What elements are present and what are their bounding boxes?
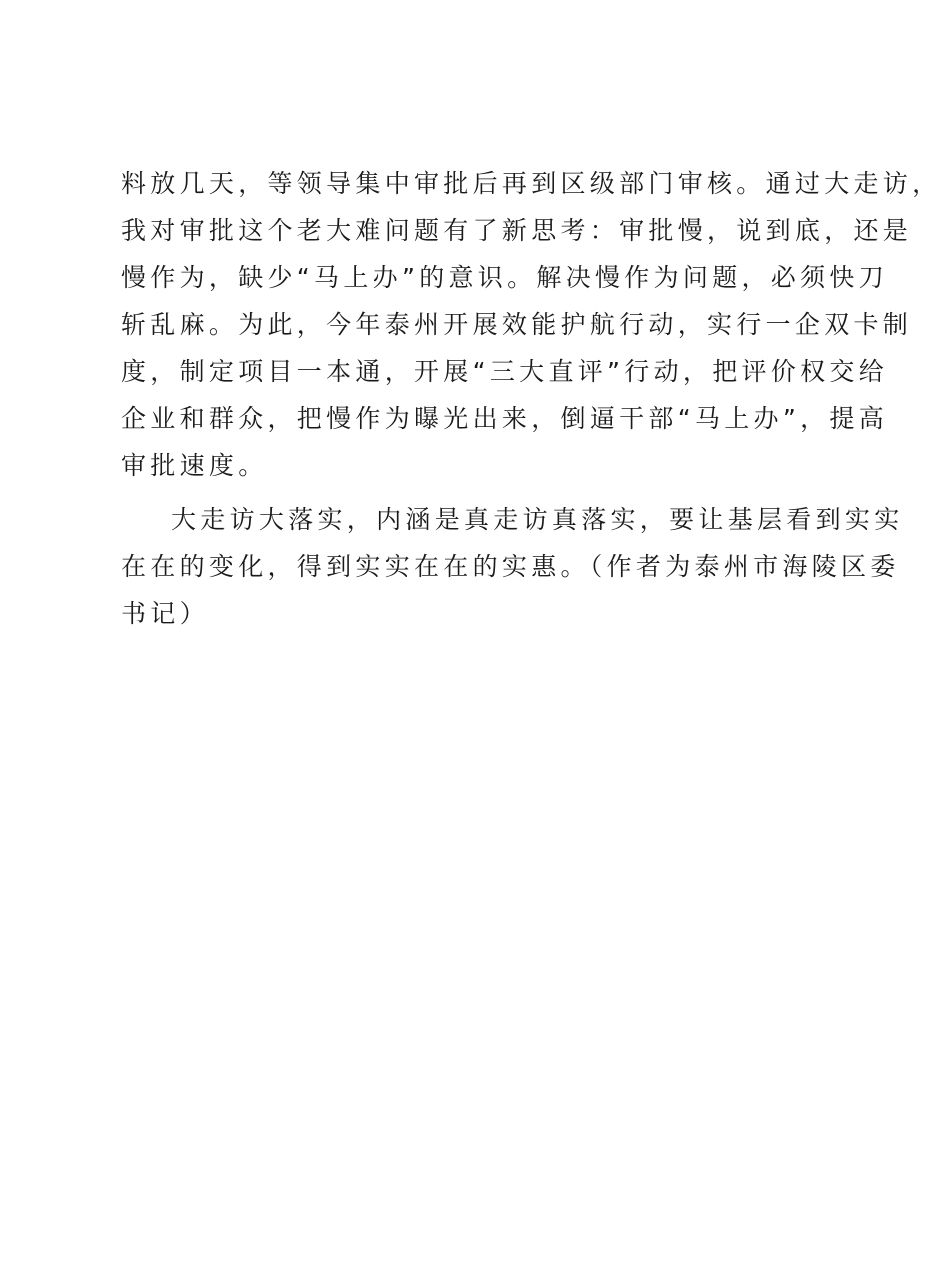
text-line: 慢作为，缺少“马上办”的意识。解决慢作为问题，必须快刀 [121, 263, 889, 292]
text-line: 我对审批这个老大难问题有了新思考：审批慢，说到底，还是 [121, 216, 913, 245]
text-line: 料放几天，等领导集中审批后再到区级部门审核。通过大走访， [121, 169, 941, 198]
text-line: 在在的变化，得到实实在在的实惠。（作者为泰州市海陵区委 [121, 552, 900, 581]
text-line: 企业和群众，把慢作为曝光出来，倒逼干部“马上办”，提高 [121, 404, 889, 433]
text-line: 审批速度。 [121, 451, 268, 480]
text-line: 大走访大落实，内涵是真走访真落实，要让基层看到实实 [171, 505, 904, 534]
text-line: 度，制定项目一本通，开展“三大直评”行动，把评价权交给 [121, 357, 889, 386]
text-line: 书记） [121, 599, 209, 628]
text-line: 斩乱麻。为此，今年泰州开展效能护航行动，实行一企双卡制 [121, 310, 913, 339]
